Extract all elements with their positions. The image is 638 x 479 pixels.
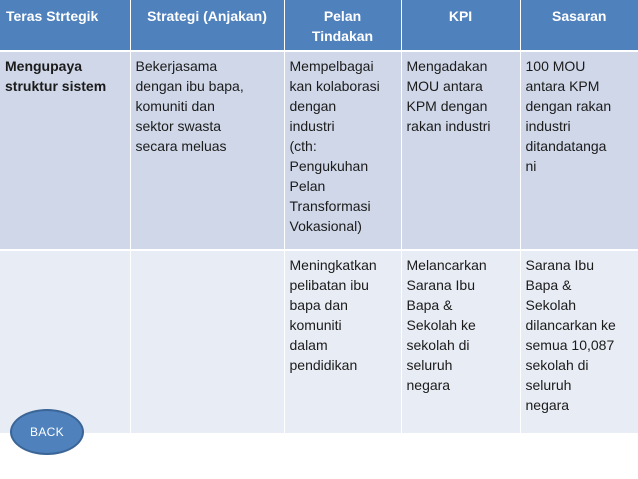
header-sasaran: Sasaran: [520, 0, 638, 51]
cell-sasaran: Sarana Ibu Bapa & Sekolah dilancarkan ke semua 10,087 sekolah di seluruh negara: [520, 250, 638, 433]
table-row: [0, 51, 638, 250]
cell-strategi: [130, 250, 284, 433]
table-header-row: [0, 0, 638, 51]
header-pelan-tindakan: Pelan Tindakan: [284, 0, 401, 51]
cell-strategi: Bekerjasama dengan ibu bapa, komuniti dan sektor swasta secara meluas: [130, 51, 284, 250]
cell-sasaran: 100 MOU antara KPM dengan rakan industri ditandatanga ni: [520, 51, 638, 250]
back-button-label: BACK: [30, 425, 64, 439]
cell-kpi: Mengadakan MOU antara KPM dengan rakan industri: [401, 51, 520, 250]
cell-teras: Mengupaya struktur sistem: [0, 51, 130, 250]
cell-teras: [0, 250, 130, 433]
header-strategi: Strategi (Anjakan): [130, 0, 284, 51]
cell-kpi: Melancarkan Sarana Ibu Bapa & Sekolah ke sekolah di seluruh negara: [401, 250, 520, 433]
header-teras-strategik: Teras Strtegik: [0, 0, 130, 51]
cell-pelan: Meningkatkan pelibatan ibu bapa dan komuniti dalam pendidikan: [284, 250, 401, 433]
table-row: [0, 250, 638, 433]
cell-pelan: Mempelbagai kan kolaborasi dengan industri (cth: Pengukuhan Pelan Transformasi Vokasional): [284, 51, 401, 250]
back-button[interactable]: [10, 409, 84, 455]
header-kpi: KPI: [401, 0, 520, 51]
